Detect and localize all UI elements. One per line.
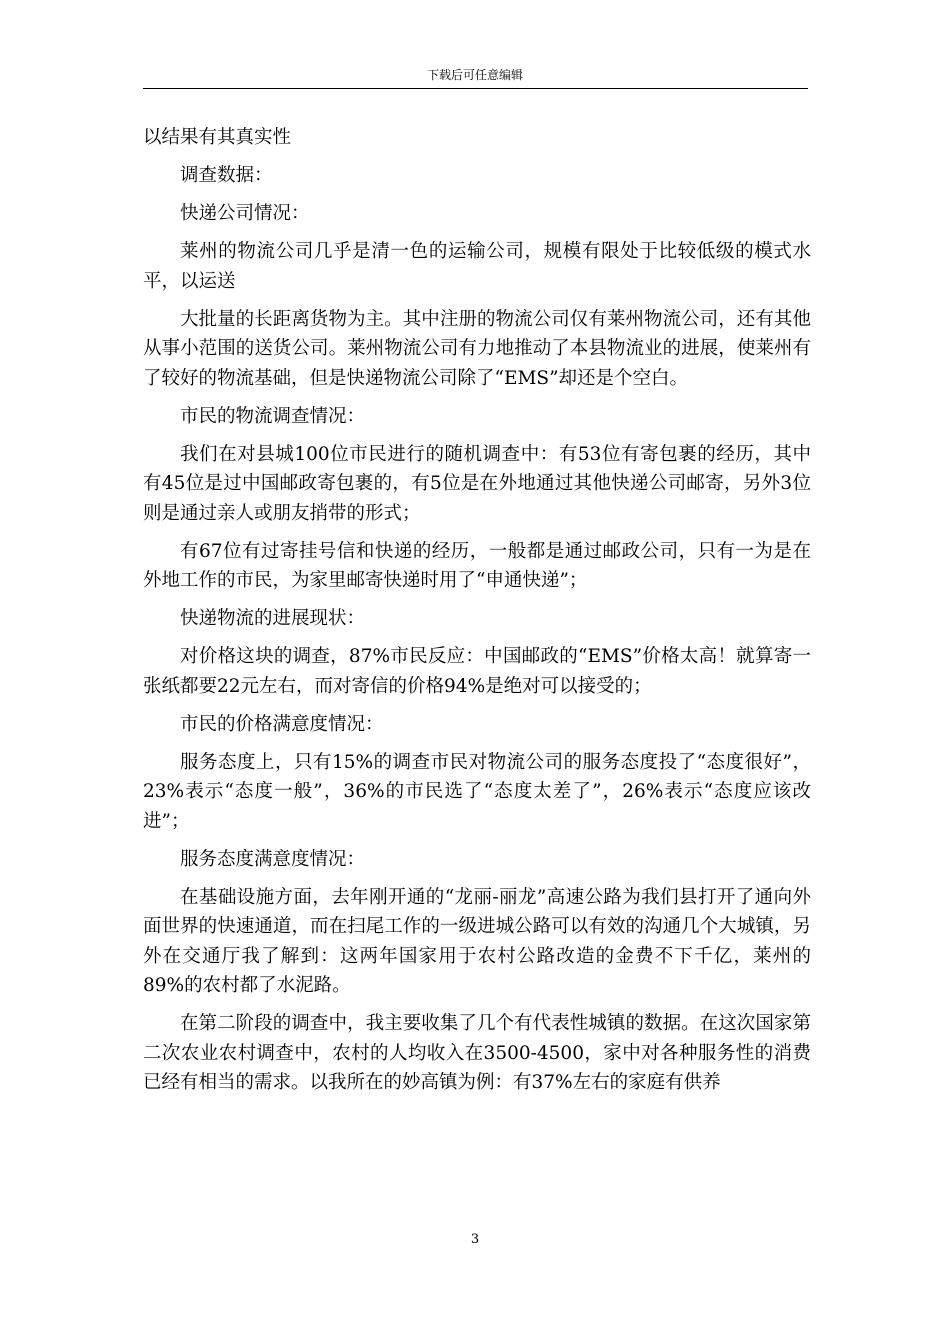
header-rule — [143, 88, 808, 89]
paragraph: 快递物流的进展现状： — [180, 608, 366, 629]
paragraph: 大批量的长距离货物为主。其中注册的物流公司仅有莱州物流公司，还有其他从事小范围的送货公司。莱州物流公司有力地推动了本县物流业的进展，使莱州有了较好的物流基础，但是快递物流公司除了“EMS”却还是个空白。 — [143, 308, 811, 389]
paragraph: 对价格这块的调查，87%市民反应：中国邮政的“EMS”价格太高！就算寄一张纸都要22元左右，而对寄信的价格94%是绝对可以接受的； — [143, 646, 811, 697]
paragraph: 我们在对县城100位市民进行的随机调查中：有53位有寄包裹的经历，其中有45位是过中国邮政寄包裹的，有5位是在外地通过其他快递公司邮寄，另外3位则是通过亲人或朋友捎带的形式； — [143, 443, 811, 524]
paragraph: 调查数据： — [180, 165, 273, 186]
paragraph: 在基础设施方面，去年刚开通的“龙丽-丽龙”高速公路为我们县打开了通向外面世界的快速通道，而在扫尾工作的一级进城公路可以有效的沟通几个大城镇，另外在交通厅我了解到：这两年国家用于农村公路改造的金费不下千亿，莱州的89%的农村都了水泥路。 — [143, 886, 811, 996]
page-header: 下载后可任意编辑 — [426, 68, 523, 82]
paragraph: 市民的物流调查情况： — [180, 405, 366, 427]
paragraph: 莱州的物流公司几乎是清一色的运输公司，规模有限处于比较低级的模式水平，以运送 — [143, 241, 811, 292]
paragraph: 服务态度满意度情况： — [180, 848, 366, 870]
paragraph: 服务态度上，只有15%的调查市民对物流公司的服务态度投了“态度很好”，23%表示“态度一般”，36%的市民选了“态度太差了”，26%表示“态度应该改进”； — [143, 751, 811, 832]
paragraph: 在第二阶段的调查中，我主要收集了几个有代表性城镇的数据。在这次国家第二次农业农村调查中，农村的人均收入在3500-4500，家中对各种服务性的消费已经有相当的需求。以我所在的妙高镇为例：有37%左右的家庭有供养 — [143, 1013, 811, 1093]
paragraph: 市民的价格满意度情况： — [180, 713, 384, 735]
page-number: 3 — [470, 1232, 480, 1247]
document-body — [143, 123, 811, 1106]
paragraph: 以结果有其真实性 — [143, 127, 292, 148]
paragraph: 快递公司情况： — [180, 203, 310, 224]
paragraph: 有67位有过寄挂号信和快递的经历，一般都是通过邮政公司，只有一为是在外地工作的市民，为家里邮寄快递时用了“申通快递”； — [143, 540, 811, 591]
